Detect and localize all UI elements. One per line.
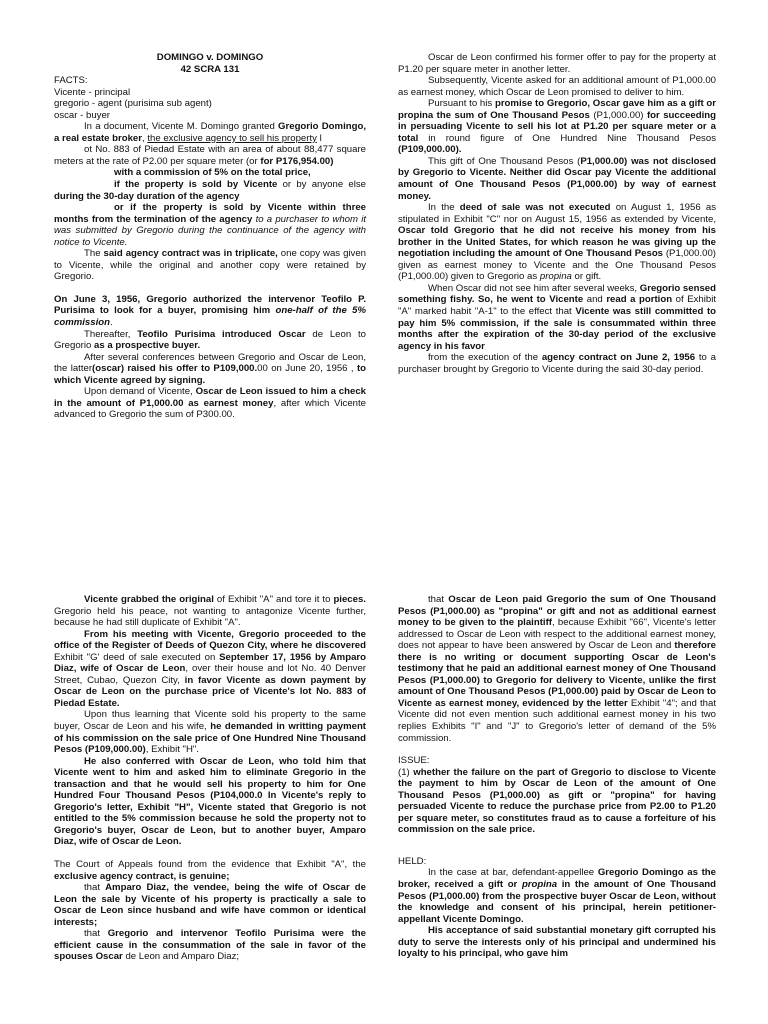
party-line: gregorio - agent (purisima sub agent) (54, 98, 212, 110)
paragraph: After several conferences between Gregorio and Oscar de Leon, the latter(oscar) raised his offer to P109,000.00 on June 20, 1956 , to which Vicente agreed by signing. (54, 351, 366, 386)
paragraph: In a document, Vicente M. Domingo granted Gregorio Domingo, a real estate broker, the exclusive agency to sell his property l (54, 121, 366, 144)
paragraph: He also conferred with Oscar de Leon, who told him that Vicente went to him and asked him to eliminate Gregorio in the transaction and that he would sell his property to him for One Hundred Four Thousand Pesos (P104,000.0 In Vicente's reply to Gregorio's letter, Exhibit "H", Vicente stated that Gregorio is not entitled to the 5% commission because he sold the property not to Gregorio's buyer, Oscar de Leon, but to another buyer, Amparo Diaz, wife of Oscar de Leon. (54, 755, 366, 848)
paragraph: with a commission of 5% on the total price, (114, 167, 311, 179)
held-label: HELD: (398, 855, 427, 867)
paragraph: that Amparo Diaz, the vendee, being the wife of Oscar de Leon the sale by Vicente of his property is practically a sale to Oscar de Leon since husband and wife have common or identical interests; (54, 882, 366, 928)
case-citation: 42 SCRA 131 (180, 63, 240, 75)
paragraph: Upon demand of Vicente, Oscar de Leon issued to him a check in the amount of P1,000.00 as earnest money, after which Vicente advanced to Gregorio the sum of P300.00. (54, 386, 367, 421)
paragraph: Thereafter, Teofilo Purisima introduced Oscar de Leon to Gregorio as a prospective buyer. (54, 328, 366, 352)
column-top-left (54, 52, 366, 421)
paragraph: In the case at bar, defendant-appellee Gregorio Domingo as the broker, received a gift or propina in the amount of One Thousand Pesos (P1,000.00) from the prospective buyer Oscar de Leon, without the knowledge and consent of his principal, herein petitioner-appellant Vicente Domingo. (398, 867, 717, 925)
paragraph: if the property is sold by Vicente or by anyone else during the 30-day duration of the agency (54, 179, 366, 202)
paragraph: The Court of Appeals found from the evidence that Exhibit "A", the exclusive agency contract, is genuine; (54, 859, 366, 882)
paragraph: In the deed of sale was not executed on August 1, 1956 as stipulated in Exhibit "C" nor on August 15, 1956 as extended by Vicente, Oscar told Gregorio that he did not receive his money from his brother in the United States, for which reason he was giving up the negotiation including the amount of One Thousand Pesos (P1,000.00) given as earnest money to Vicente and the One Thousand Pesos (P1,000.00) given to Gregorio as propina or gift. (398, 202, 716, 283)
case-title: DOMINGO v. DOMINGO (156, 52, 264, 63)
paragraph: ot No. 883 of Piedad Estate with an area of about 88,477 square meters at the rate of P2.00 per square meter (or for P176,954.00) (54, 144, 366, 167)
paragraph: On June 3, 1956, Gregorio authorized the intervenor Teofilo P. Purisima to look for a buyer, promising him one-half of the 5% commission. (54, 293, 366, 329)
column-top-right (398, 52, 716, 375)
party-line: oscar - buyer (54, 109, 110, 121)
paragraph: His acceptance of said substantial monetary gift corrupted his duty to serve the interests only of his principal and undermined his loyalty to his principal, who gave him (398, 925, 716, 960)
paragraph: Pursuant to his promise to Gregorio, Oscar gave him as a gift or propina the sum of One Thousand Pesos (P1,000.00) for succeeding in persuading Vicente to sell his lot at P1.20 per square meter or a total in round figure of One Hundred Nine Thousand Pesos (P109,000.00). (398, 98, 716, 156)
paragraph: Oscar de Leon confirmed his former offer to pay for the property at P1.20 per square meter in another letter. (398, 52, 716, 75)
paragraph: Upon thus learning that Vicente sold his property to the same buyer, Oscar de Leon and his wife, he demanded in writting payment of his commission on the sale price of One Hundred Nine Thousand Pesos (P109,000.00), Exhibit "H". (54, 709, 366, 756)
paragraph: Vicente grabbed the original of Exhibit "A" and tore it to pieces. Gregorio held his peace, not wanting to antagonize Vicente further, because he had still duplicate of Exhibit "A". (54, 594, 366, 629)
facts-label: FACTS: (54, 75, 88, 87)
paragraph: The said agency contract was in triplicate, one copy was given to Vicente, while the original and another copy were retained by Gregorio. (54, 248, 367, 283)
paragraph: Subsequently, Vicente asked for an additional amount of P1,000.00 as earnest money, which Oscar de Leon promised to deliver to him. (398, 75, 716, 98)
column-bottom-left (54, 594, 366, 963)
paragraph: that Gregorio and intervenor Teofilo Purisima were the efficient cause in the consummation of the sale in favor of the spouses Oscar de Leon and Amparo Diaz; (54, 928, 366, 963)
paragraph: from the execution of the agency contract on June 2, 1956 to a purchaser brought by Gregorio to Vicente during the said 30-day period. (398, 352, 716, 375)
issue-label: ISSUE: (398, 755, 430, 767)
column-bottom-right (398, 594, 716, 960)
party-line: Vicente - principal (54, 86, 131, 98)
paragraph: When Oscar did not see him after several weeks, Gregorio sensed something fishy. So, he went to Vicente and read a portion of Exhibit "A" marked habit "A-1" to the effect that Vicente was still committed to pay him 5% commission, if the sale is consummated within three months after the expiration of the 30-day period of the exclusive agency in his favor (398, 282, 716, 352)
paragraph: or if the property is sold by Vicente within three months from the termination of the agency to a purchaser to whom it was submitted by Gregorio during the continuance of the agency with notice to Vicente. (54, 202, 367, 248)
paragraph: From his meeting with Vicente, Gregorio proceeded to the office of the Register of Deeds of Quezon City, where he discovered Exhibit "G' deed of sale executed on September 17, 1956 by Amparo Diaz, wife of Oscar de Leon, over their house and lot No. 40 Denver Street, Cubao, Quezon City, in favor Vicente as down payment by Oscar de Leon on the purchase price of Vicente's lot No. 883 of Piedad Estate. (54, 628, 367, 709)
issue-text: (1) whether the failure on the part of Gregorio to disclose to Vicente the payment to him by Oscar de Leon of the amount of One Thousand Pesos (P1,000.00) as gift or "propina" for having persuaded Vicente to reduce the purchase price from P2.00 to P1.20 per square meter, so constitutes fraud as to cause a forfeiture of his commission on the sale price. (398, 766, 716, 836)
paragraph: that Oscar de Leon paid Gregorio the sum of One Thousand Pesos (P1,000.00) as "propina" or gift and not as additional earnest money to be given to the plaintiff, because Exhibit "66", Vicente's letter addressed to Oscar de Leon with respect to the additional earnest money, does not appear to have been answered by Oscar de Leon and therefore there is no writing or document supporting Oscar de Leon's testimony that he paid an additional earnest money of One Thousand Pesos (P1,000.00) to Gregorio for delivery to Vicente, unlike the first amount of One Thousand Pesos (P1,000.00) paid by Oscar de Leon to Vicente as earnest money, evidenced by the letter Exhibit "4"; and that Vicente did not even mention such additional earnest money in his two replies Exhibits "I" and "J" to Gregorio's letter of demand of the 5% commission. (398, 594, 716, 744)
paragraph: This gift of One Thousand Pesos (P1,000.00) was not disclosed by Gregorio to Vicente. Neither did Oscar pay Vicente the additional amount of One Thousand Pesos (P1,000.00) by way of earnest money. (398, 155, 716, 202)
